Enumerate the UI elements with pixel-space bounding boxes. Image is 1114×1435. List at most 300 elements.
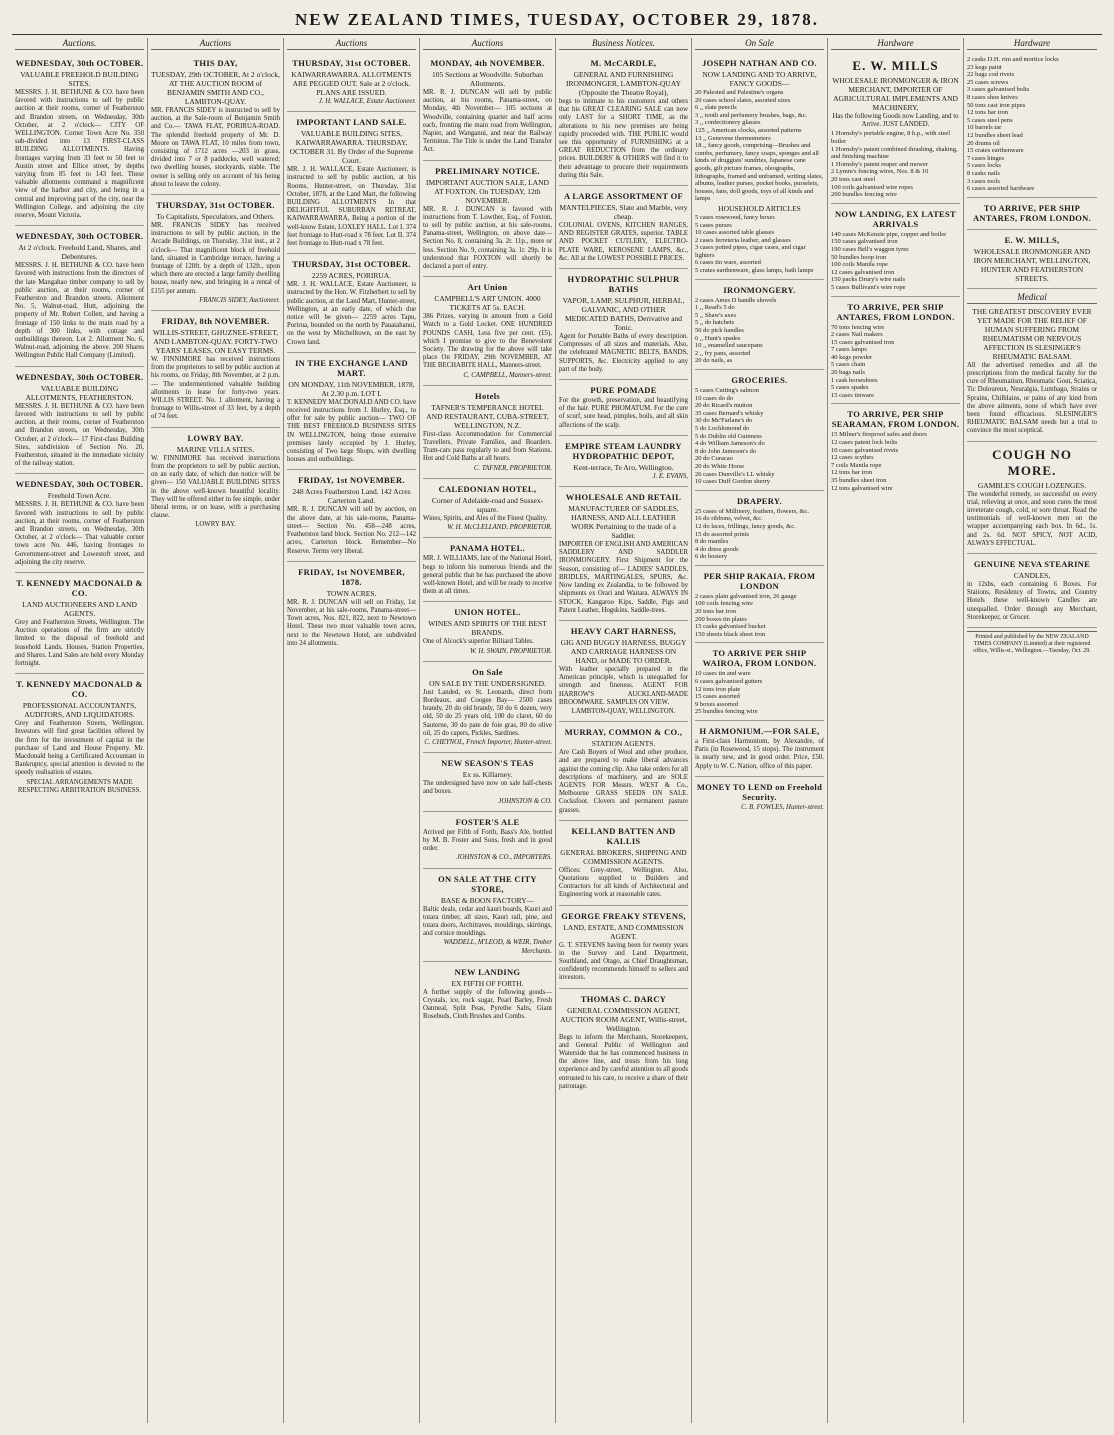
- masthead-rule: [12, 34, 1102, 35]
- list-item: 2 casks D.H. rim and mortice locks: [967, 56, 1059, 63]
- advert-title: NEW LANDING: [454, 966, 521, 977]
- advert-title: HYDROPATHIC SULPHUR BATHS: [567, 274, 680, 295]
- advert: [559, 186, 688, 269]
- advert: [559, 906, 688, 989]
- list-item: 20 cases school slates, assorted sizes: [695, 96, 791, 104]
- list-item: 200 bundles fencing wire: [831, 191, 897, 199]
- advert-subtitle: Ex ss. Killarney.: [462, 770, 513, 780]
- advert-title: CALEDONIAN HOTEL,: [438, 483, 537, 494]
- advert-signature: JOHNSTON & CO., IMPORTERS.: [456, 854, 552, 862]
- list-item: 5 cases chain: [831, 361, 866, 369]
- advert-subtitle: LAND AUCTIONEERS AND LAND AGENTS.: [22, 599, 137, 618]
- list-item: 6 do hosiery: [695, 553, 728, 561]
- advert-subtitle: Corner of Adelaide-road and Sussex-square.: [431, 495, 544, 514]
- list-item: 140 cases McKenzie pipe, copper and boiler: [831, 230, 947, 238]
- advert-signature: FRANCIS SIDEY, Auctioneer.: [199, 296, 280, 304]
- advert-signature: JOHNSTON & CO.: [498, 797, 552, 805]
- list-item: 12 cases scythes: [831, 454, 874, 462]
- list-item: 5 do Lochlomond do: [695, 424, 750, 432]
- advert: [559, 53, 688, 186]
- list-item: 25 cases screws: [967, 78, 1009, 86]
- list-item: 5 ,, do hatchets: [695, 319, 735, 327]
- list-item: 15 do assorted prints: [695, 530, 749, 538]
- goods-list: [695, 670, 824, 716]
- list-item: 70 tons fencing wire: [831, 323, 885, 331]
- advert-title: THURSDAY, 31st OCTOBER.: [292, 58, 411, 68]
- list-item: 5 cases purses: [695, 221, 732, 229]
- advert-body: With leather specially prepared in the American principle, which is unequalled for strength and fineness. AGENT FOR HARROW'S AUCKLAND-MADE BROOMWARE. SAMPLES ON VIEW.: [559, 665, 688, 706]
- advert-body: W. FINNIMORE has received instructions from the proprietors to sell by public auction, on an early date, of which due notice will be given— 150 VALUABLE BUILDING SITES in the above well-known beautiful locality. They will be offered either in fee simple, under liberal terms, or on lease, with a purchasing clause.: [151, 454, 280, 520]
- advert-body: MR. J. H. WALLACE, Estate Auctioneer, is instructed by the Hon. W. Fitzherbert to sell by public auction, at the Land Mart, Hunter-street, Wellington, at an early date, of which due notice will be given— 2259 acres Tapu, Porirua, bounded on the north by Pauatahanui, on the west by Mitchelltown, on the east by Crown land.: [287, 281, 416, 346]
- column-3: [284, 38, 420, 1423]
- list-item: 10 barrels tar: [967, 124, 1002, 132]
- list-item: 1 ,, Read's 5 do: [695, 304, 735, 312]
- advert: [967, 554, 1097, 628]
- advert-subtitle: MANUFACTURER OF SADDLES, HARNESS, AND ALL LEATHER WORK Pertaining to the trade of a Saddler.: [568, 504, 679, 541]
- list-item: 7 coils Manila rope: [831, 461, 882, 469]
- advert: [151, 53, 280, 195]
- advert-subtitle: GENERAL COMMISSION AGENT, AUCTION ROOM AGENT, Willis-street, Wellington.: [560, 1005, 687, 1033]
- list-item: 5 cases rosewood, fancy boxes: [695, 213, 775, 221]
- list-item: 125 ,, American clocks, assorted patterns: [695, 126, 802, 134]
- advert: [15, 226, 144, 366]
- advert-subtitle: WHOLESALE IRONMONGER & IRON MERCHANT, IMPORTER OF AGRICULTURAL IMPLEMENTS AND MACHINERY,: [832, 76, 959, 112]
- advert: [423, 962, 552, 1027]
- advert: [287, 254, 416, 353]
- advert-title: Hotels: [475, 390, 500, 401]
- advert: [423, 479, 552, 538]
- goods-list: [831, 231, 960, 292]
- advert-title: A LARGE ASSORTMENT OF: [564, 191, 683, 202]
- list-item: 10 cases Duff Gordon sherry: [695, 478, 770, 486]
- column-4: [420, 38, 556, 1423]
- section-heading: Medical: [967, 292, 1097, 304]
- advert-body: MESSRS. J. H. BETHUNE & CO. have been favored with instructions to sell by public auction, at their rooms, corner of Featherston and Brandon streets, on Wednesday, 30th October, at 2 o'clock— That valuable corner town acre No. 446, having frontages to Government-street and Lowestoft street, and adjoining the city reserve.: [15, 501, 144, 566]
- advert-title: WHOLESALE AND RETAIL: [565, 492, 682, 503]
- list-item: 25 bundles fencing wire: [695, 708, 758, 716]
- list-item: 9 boxes assorted: [695, 700, 738, 708]
- advert: [967, 289, 1097, 442]
- advert-body: The undersigned have now on sale half-chests and boxes.: [423, 780, 552, 796]
- advert-title: NOW LANDING, EX LATEST ARRIVALS: [834, 208, 957, 229]
- column-5: [556, 38, 692, 1423]
- goods-list: [695, 593, 824, 639]
- list-item: 3 ,, confectionery glasses: [695, 119, 761, 127]
- advert: [695, 370, 824, 491]
- list-item: 100 coils fencing wire: [695, 600, 753, 608]
- advert-title: E. W. MILLS,: [1004, 234, 1060, 245]
- advert-title: THURSDAY, 31st OCTOBER.: [156, 200, 275, 211]
- list-item: 5 cases Bullivant's wire rope: [831, 283, 906, 291]
- advert-title: PANAMA HOTEL.: [449, 543, 526, 554]
- advert-subtitle: LAND, ESTATE, AND COMMISSION AGENT.: [563, 922, 684, 941]
- list-item: 50 bundles hoop iron: [831, 253, 887, 261]
- list-item: 7 cases lamps: [831, 346, 867, 354]
- advert-body: MR. R. J. DUNCAN will sell by auction, on the above date, at his sale-rooms, Panama-street— Section No. 458—248 acres, Featherston land block. Section No. 212—142 acres, Carterton block. Remember—No Reserve. Terms very liberal.: [287, 506, 416, 555]
- advert-body: Grey and Featherston Streets, Wellington. Investors will find great facilities offered by the firm for the investment of capital in the purchase of Land and House Property. Mr. Macdonald being a Certificated Accountant in Bankruptcy, special attention is devoted to the speedy realisation of estates.: [15, 720, 144, 777]
- advert-subtitle: GIG AND BUGGY HARNESS, BUGGY AND CARRIAGE HARNESS ON HAND, or MADE TO ORDER.: [560, 637, 687, 665]
- advert-body: First-class Accommodation for Commercial Travellers, Private Families, and Boarders. Tram-cars pass regularly to and from Stations. Hot and Cold Baths at all hours.: [423, 430, 552, 463]
- advert: [559, 487, 688, 621]
- list-item: 6 cases tin ware, assorted: [695, 259, 761, 267]
- advert: [15, 367, 144, 475]
- advert: [831, 297, 960, 405]
- list-item: 50 do pick handles: [695, 327, 744, 335]
- advert-subtitle: 105 Sections at Woodville. Suburban Allotments.: [431, 70, 544, 88]
- list-item: 150 packs Drury's wire nails: [831, 276, 906, 284]
- advert: [559, 436, 688, 487]
- list-item: 150 sheets black sheet iron: [695, 630, 766, 638]
- column-2: [148, 38, 284, 1423]
- advert-title: PURE POMADE: [590, 385, 657, 396]
- column-heading: Auctions: [151, 38, 280, 50]
- advert-title: MONEY TO LEND on Freehold Security.: [696, 781, 823, 802]
- advert-signature: SPECIAL ARRANGEMENTS MADE RESPECTING ARBITRATION BUSINESS.: [17, 778, 142, 794]
- advert: [695, 491, 824, 566]
- list-item: 15 cases galvanised iron: [831, 338, 895, 346]
- advert-subtitle: GENERAL BROKERS, SHIPPING AND COMMISSION AGENTS.: [560, 847, 687, 866]
- advert-body: G. T. STEVENS having been for twenty years in the Survey and Land Department, Southland, and Otago, as Chief Draughtsman, confidently recommends himself to sellers and investors.: [559, 941, 688, 982]
- list-item: 40 kegs powder: [831, 353, 873, 361]
- list-item: 5 ,, Shaw's axes: [695, 311, 737, 319]
- advert-subtitle: 248 Acres Featherston Land. 142 Acres Carterton Land.: [292, 487, 411, 506]
- advert: [559, 821, 688, 906]
- advert: [695, 721, 824, 777]
- advert: [559, 722, 688, 821]
- advert-subtitle: GENERAL AND FURNISHING IRONMONGER, LAMBTON-QUAY (Opposite the Theatre Royal),: [565, 70, 681, 97]
- list-item: 8 casks nails: [967, 169, 1000, 177]
- list-item: 1 cask horseshoes: [831, 376, 878, 384]
- advert-subtitle: To Capitalists, Speculators, and Others.: [156, 212, 275, 222]
- list-item: 20 do nails, as: [695, 357, 733, 365]
- advert-subtitle: PROFESSIONAL ACCOUNTANTS, AUDITORS, AND LIQUIDATORS.: [22, 701, 137, 720]
- advert: [831, 53, 960, 204]
- advert-subtitle: TAFNER'S TEMPERANCE HOTEL AND RESTAURANT, CUBA-STREET, WELLINGTON, N.Z.: [426, 402, 549, 430]
- advert-subtitle: VALUABLE FREEHOLD BUILDING SITES.: [20, 70, 139, 88]
- advert-title: COUGH NO MORE.: [992, 446, 1072, 478]
- advert: [967, 230, 1097, 289]
- advert-title: TO ARRIVE, PER SHIP SEARAMAN, FROM LONDON.: [831, 409, 960, 430]
- column-heading: Auctions: [423, 38, 552, 50]
- advert-signature: C. CAMPBELL, Manners-street.: [463, 371, 552, 379]
- advert-body: Just Landed, ex St. Leonards, direct from Bordeaux, and Coogee Bay— 2500 cases brandy, 20 do old brandy, 50 do 6 dozen, very old, 50 do 25 years old, 100 do claret, 60 do Sauterne, 30 do pate de foie gras, 80 do olive oil, 25 do capers, Pickles, Sardines.: [423, 688, 552, 737]
- list-item: 10 cases tin and ware: [695, 670, 751, 678]
- list-item: 1 Hornsby's patent reaper and mower: [831, 160, 929, 168]
- advert-body: begs to intimate to his customers and others that his GREAT CLEARING SALE can now only LAST for a SHORT TIME, as the alterations to his new premises are being rapidly proceeded with. THE PUBLIC would see this opportunity of FURNISHING at a GREAT REDUCTION from the ordinary prices. BUILDERS' & OTHERS will find it to their advantage to procure their requirements during this Sale.: [559, 98, 688, 179]
- advert-title: FRIDAY, 1st NOVEMBER, 1878.: [298, 566, 405, 587]
- list-item: 150 cases galvanised iron: [831, 238, 898, 246]
- advert-title: UNION HOTEL.: [454, 607, 521, 618]
- advert-signature: LAMBTON-QUAY, WELLINGTON.: [571, 707, 676, 715]
- advert-body: MR. R. J. DUNCAN is favored with instructions from T. Lowther, Esq., of Foxton, to sell by public auction, at his sale-rooms, Panama-street, Wellington, on above date— Section No. 8, containing 3a. 2r. 11p., more or less. Section No. 9, containing 3a. 1r. 29p. It is understood that FOXTON will shortly be declared a port of entry.: [423, 205, 552, 271]
- advert-body: Arrived per Fifth of Forth, Bass's Ale, bottled by M. B. Foster and Sons, fresh and in good order.: [423, 828, 552, 853]
- advert: [423, 53, 552, 161]
- list-item: 2 cases Ames D handle shovels: [695, 296, 777, 304]
- advert-subtitle: VAPOR, LAMP, SULPHUR, HERBAL, GALVANIC, AND OTHER MEDICATED BATHS, Derivative and Tonic.: [562, 296, 685, 333]
- list-item: 5 cases locks: [967, 162, 1001, 170]
- advert-subtitle: EX FIFTH OF FORTH.: [451, 978, 524, 988]
- advert: [423, 812, 552, 869]
- list-item: 6 ,, slate pencils: [695, 104, 737, 112]
- goods-list: [831, 130, 960, 198]
- advert: [967, 53, 1097, 198]
- advert-title: WEDNESDAY, 30th OCTOBER.: [15, 479, 144, 490]
- advert-body: MR. FRANCIS SIDEY is instructed to sell by auction, at the Sale-room of Benjamin Smith and Co.— TAWA FLAT, PORIRUA-ROAD. The splendid freehold property of Mr. D. Moore on TAWA FLAT, 10 miles from town, consisting of 1712 acres —203 in grass, divided into 7 or 8 paddocks, well watered; two dwelling houses, stockyards, stable. The owner is selling only on account of his being about to leave the colony.: [151, 107, 280, 188]
- advert-title: WEDNESDAY, 30th OCTOBER.: [15, 58, 144, 68]
- list-item: 18 ,, fancy goods, comprising—Brushes and combs, perfumery, fancy soaps, sponges and all kinds of druggists' sundries, Japanese cane goods, gilt picture frames, oleographs, lithographs, framed and unframed, writing slates, albums, leather purses, pocket books, purselets, houses, fans, doll goods, toys of all kinds and lamps: [695, 142, 824, 203]
- advert-title: FRIDAY, 1st NOVEMBER.: [298, 475, 405, 486]
- list-item: 50 tons cast iron pipes: [967, 101, 1026, 109]
- masthead-title: NEW ZEALAND TIMES, TUESDAY, OCTOBER 29, 1878.: [295, 10, 819, 29]
- advert-subtitle: BASE & BOON FACTORY—: [440, 895, 535, 905]
- advert-subtitle: WINES AND SPIRITS OF THE BEST BRANDS.: [428, 619, 547, 638]
- list-item: 35 bundles sheet iron: [831, 477, 887, 484]
- advert-title: T. KENNEDY MACDONALD & CO.: [16, 577, 143, 598]
- advert-title: KELLAND BATTEN AND KALLIS: [571, 825, 676, 846]
- list-item: 12 do laces, frillings, fancy goods, &c.: [695, 522, 796, 530]
- advert-body: in 12sbs, each containing 6 Boxes. For Stations, Residency of Towns, and Country Hotels these well-known Candles are unequalled. Order through any Merchant, Storekeeper, or Grocer.: [967, 580, 1097, 621]
- advert-signature: C. TAFNER, PROPRIETOR.: [473, 464, 552, 472]
- list-item: 30 do Mc'Farlane's do: [695, 417, 753, 425]
- advert-subtitle: At 2 o'clock. Freehold Land, Shares, and Debentures.: [18, 243, 141, 262]
- advert: [559, 989, 688, 1096]
- advert: [559, 621, 688, 722]
- goods-list: [831, 324, 960, 400]
- advert: [15, 573, 144, 674]
- list-item: 6 cases galvanised gutters: [695, 678, 763, 686]
- advert-title: E. W. MILLS: [852, 58, 939, 73]
- advert: [559, 380, 688, 436]
- list-item: 10 cases do do: [695, 394, 734, 402]
- advert: [287, 112, 416, 254]
- advert-subtitle: KAIWARRAWARRA. ALLOTMENTS ARE PEGGED OUT. Sale at 2 o'clock. PLANS ARE ISSUED.: [291, 70, 412, 97]
- advert-subtitle: CANDLES,: [1013, 570, 1051, 580]
- list-item: 12 cases patent lock bolts: [831, 439, 898, 447]
- goods-list: [695, 387, 824, 486]
- column-heading: Business Notices.: [559, 38, 688, 50]
- list-item: 12 tons iron plate: [695, 685, 741, 693]
- advert: [423, 602, 552, 661]
- list-item: 1 Hornsby's portable engine, 8 h.p., with steel boiler: [831, 130, 951, 145]
- advert-title: DRAPERY.: [737, 495, 782, 506]
- advert: [423, 869, 552, 962]
- advert: [287, 53, 416, 112]
- list-item: 26 cases Dunville's LL whisky: [695, 470, 775, 478]
- list-item: 100 coils Manila rope: [831, 261, 888, 269]
- list-item: 12 bundles sheet lead: [967, 131, 1023, 139]
- columns: [12, 38, 1102, 1423]
- advert-body: The wonderful remedy, so successful on every trial, relieving at once, and soon cures the most inveterate cough, cold, or sore throat. Read the testimonials of well-known men on the wrapper accompanying each box. In 6d., 1s. and 2s. 6d. NOT SPICY, NOT ACID, ALWAYS EFFECTUAL.: [967, 490, 1097, 547]
- column-heading: Hardware: [831, 38, 960, 50]
- list-item: 23 kegs paint: [967, 63, 1002, 71]
- advert-subtitle: 2259 ACRES, PORIRUA.: [311, 271, 392, 281]
- advert: [287, 353, 416, 471]
- advert-body: MESSRS. J. H. BETHUNE & CO. have been favored with instructions from the directors of the late Mangahao timber company to sell by public auction, at their rooms, corner of Featherston and Brandon streets. Allotment No. 5, Walnut-road, Hutt, adjoining the property of Mr. Robert Collett, and having a frontage of 150 links to the main road by a depth of 300 links, with cottage and outbuildings thereon. Lot 2. Allotment No. 6, Walnut-road, adjoining the above. 200 Shares Wellington Public Hall Company (Limited).: [15, 262, 144, 360]
- list-item: 3 ,, tooth and perfumery brushes, bags, &c.: [695, 111, 808, 119]
- advert-title: LOWRY BAY.: [187, 432, 244, 443]
- column-7: [828, 38, 964, 1423]
- advert: [423, 161, 552, 278]
- imprint: Printed and published by the NEW ZEALAND TIMES COMPANY (Limited) at their registered office, Willis-st., Wellington.—Tuesday, Oct. 29.: [967, 631, 1097, 655]
- advert-title: FRIDAY, 8th NOVEMBER.: [161, 316, 270, 327]
- advert-title: NEW SEASON'S TEAS: [441, 758, 534, 769]
- list-item: 8 do John Jameson's do: [695, 447, 757, 455]
- advert-title: Art Union: [467, 282, 508, 293]
- advert-subtitle: TUESDAY, 29th OCTOBER, At 2 o'clock, AT THE AUCTION ROOM of BENJAMIN SMITH AND CO., LAMBTON-QUAY.: [151, 70, 280, 106]
- list-item: 25 cases of Millinery, feathers, flowers, &c.: [695, 507, 810, 515]
- advert-title: TO ARRIVE, PER SHIP ANTARES, FROM LONDON.: [836, 301, 955, 322]
- advert-subtitle: NOW LANDING AND TO ARRIVE, FANCY GOODS—: [702, 70, 817, 88]
- list-item: 20 tons bar iron: [695, 608, 736, 616]
- advert-signature: W. H. SWAIN, PROPRIETOR.: [469, 647, 552, 655]
- list-item: 2 cases Nail makers: [831, 331, 883, 339]
- advert-signature: LOWRY BAY.: [195, 521, 236, 529]
- advert-subtitle: GAMBLE'S COUGH LOZENGES.: [977, 480, 1087, 490]
- list-item: 20 do Curacao: [695, 455, 733, 463]
- advert-title: THIS DAY,: [193, 58, 238, 68]
- advert: [967, 198, 1097, 230]
- list-item: 200 boxes tin plates: [695, 615, 747, 623]
- advert-title: GEORGE FREAKY STEVENS,: [561, 910, 686, 921]
- advert-subtitle: VALUABLE BUILDING ALLOTMENTS, FEATHERSTON.: [25, 383, 134, 402]
- list-item: 5 cases steel pens: [967, 116, 1013, 124]
- advert: [423, 662, 552, 753]
- advert-body: W. FINNIMORE has received instructions from the proprietors to sell by public auction at his rooms, on Friday, 8th November, at 2 p.m.— The undermentioned valuable building allotments in lease for forty-two years. WILLIS STREET. No. 1 allotment, having a frontage to Willis-street of 33 feet, by a depth of 74 feet.: [151, 356, 280, 421]
- advert-body: Baltic deals, cedar and kauri boards, Kauri and totara timber, all sizes, Kauri rail, pine, and totara doors, Architraves, mouldings, skirtings, and cornice mouldings.: [423, 905, 552, 938]
- advert: [695, 643, 824, 721]
- advert-body: T. KENNEDY MACDONALD AND CO. have received instructions from J. Hurley, Esq., to offer for sale by public auction— TWO OF THE BEST FREEHOLD BUSINESS SITES IN WELLINGTON, being those extensive premises lately occupied by J. Hurley, consisting of Two large Shops, with dwelling houses and outbuildings.: [287, 398, 416, 464]
- advert-title: THOMAS C. DARCY: [580, 993, 667, 1004]
- list-item: 5 crates earthenware, glass lamps, bath lamps: [695, 267, 814, 275]
- advert: [967, 442, 1097, 554]
- list-item: 20 Palested and Palestine's organs: [695, 89, 784, 96]
- advert: [151, 428, 280, 535]
- advert-body: MR. FRANCIS SIDEY has received instructions to sell by public auction, in the Arcade Buildings, on Thursday, 31st inst., at 2 o'clock— That magnificent block of freehold land, situated in Cambridge terrace, having a frontage of 120ft. by a depth of 132ft., upon which there are erected a large family dwelling house, nearly new, and bringing in a rental of £155 per annum.: [151, 222, 280, 295]
- advert: [15, 674, 144, 800]
- list-item: 20 drums oil: [967, 139, 1000, 147]
- advert-body: MR. R. J. DUNCAN will sell by public auction, at his rooms, Panama-street, on Monday, 4th November— 105 sections at Woodville, containing quarter and half acres each, fronting the main road from Wellington, Napier, and Wanganui, and near the Railway Terminus. The Title is under the Land Transfer Act.: [423, 89, 552, 154]
- advert-signature: W. H. McCLELLAND, PROPRIETOR.: [447, 524, 552, 532]
- column-heading: Auctions: [287, 38, 416, 50]
- advert-title: TO ARRIVE, PER SHIP ANTARES, FROM LONDON.: [972, 202, 1092, 223]
- advert-signature: J. H. WALLACE, Estate Auctioneer.: [318, 98, 416, 105]
- advert-subtitle: THE GREATEST DISCOVERY EVER YET MADE FOR THE RELIEF OF HUMAN SUFFERING FROM RHEUMATISM OR NERVOUS AFFECTION IS SLESINGER'S RHEUMATIC BALSAM.: [972, 306, 1092, 361]
- advert-subtitle: Kent-terrace, Te Aro, Wellington.: [573, 462, 674, 472]
- advert-body: MESSRS. J. H. BETHUNE & CO. have been favored with instructions to sell by public auction, at their rooms, corner of Featherston and Brandon streets, on Wednesday, 30th October, at 2 o'clock— 17 First-class Building Sites, subdivision of Section No. 20, Featherston, situated in the immediate vicinity of the railway station.: [15, 402, 144, 468]
- goods-list: [831, 431, 960, 492]
- advert-body: A further supply of the following goods— Crystals, ice, rock sugar, Pearl Barley, Fresh Oatmeal, Split Peas, Pyrethe Salts, Giant Rosebuds, Cloth Brushes and Combs.: [423, 988, 552, 1021]
- advert-body: Wines, Spirits, and Ales of the Finest Quality.: [423, 514, 548, 522]
- advert-title: MURRAY, COMMON & CO.,: [564, 727, 683, 738]
- column-6: [692, 38, 828, 1423]
- advert: [287, 562, 416, 653]
- list-item: 22 bags cod rivets: [967, 71, 1015, 79]
- advert-subtitle: IMPORTANT AUCTION SALE, LAND AT FOXTON. On TUESDAY, 12th NOVEMBER.: [426, 177, 549, 205]
- list-item: 5 do Dublin old Guinness: [695, 432, 762, 440]
- list-item: 20 do Ricard's mutton: [695, 402, 753, 410]
- advert-body: COLONIAL OVENS, KITCHEN RANGES, AND REGISTER GRATES, superior. TABLE AND POCKET CUTLERY, ELECTRO-PLATE WARE, KEROSENE LAMPS, &c., &c. All at the LOWEST POSSIBLE PRICES.: [559, 222, 688, 262]
- advert-body: Offices: Grey-street, Wellington. Also, Quotations supplied to Builders and Contractors for all kinds of Architectural and Engineering work at reasonable rates.: [559, 866, 688, 899]
- advert-signature: C. B. FOWLES, Hunter-street.: [741, 803, 824, 811]
- advert-title: IN THE EXCHANGE LAND MART.: [295, 357, 408, 378]
- advert-subtitle: ON MONDAY, 11th NOVEMBER, 1878, At 2.30 p.m. LOT I.: [288, 379, 415, 398]
- list-item: 15 cases assorted: [695, 693, 740, 701]
- advert-title: WEDNESDAY, 30th OCTOBER.: [15, 231, 144, 242]
- advert-subtitle: ON SALE BY THE UNDERSIGNED.: [429, 678, 546, 688]
- advert-title: EMPIRE STEAM LAUNDRY HYDROPATHIC DEPOT,: [565, 440, 682, 461]
- advert-body: Has the following Goods now Landing, and to Arrive. JUST LANDED.: [832, 113, 959, 129]
- advert: [695, 777, 824, 817]
- advert-title: H ARMONIUM.—FOR SALE,: [699, 726, 820, 736]
- advert-body: MR. J. WILLIAMS, late of the National Hotel, begs to inform his numerous friends and the general public that he has purchased the above well-known Hotel, and will be ready to receive them at all times.: [423, 555, 552, 596]
- advert-body: Are Cash Buyers of Wool and other produce, and are prepared to make liberal advances against the coming clip. Also take orders for all descriptions of machinery, and are SOLE AGENTS FOR Messrs. WEST & Co., Melbourne GRASS SEEDS ON SALE. Cocksfoot. Clovers and permanent pasture grasses.: [559, 749, 688, 814]
- advert-title: GROCERIES.: [731, 375, 788, 385]
- list-item: 190 cases Bell's waggon tyres: [831, 245, 909, 253]
- advert: [15, 53, 144, 226]
- advert-subtitle: MARINE VILLA SITES.: [176, 444, 255, 454]
- advert-body: MR. R. J. DUNCAN will sell on Friday, 1st November, at his sale-rooms, Panama-street— Town acres, Nos. 821, 822, next to Newtown Hotel. These two most valuable town acres, next to the Newtown Hotel, are subdivided into 24 allotments.: [287, 598, 416, 647]
- advert-title: THURSDAY, 31st OCTOBER.: [292, 259, 411, 270]
- list-item: 12 cases galvanised iron: [831, 268, 895, 276]
- advert-title: T. KENNEDY MACDONALD & CO.: [16, 679, 143, 700]
- list-item: 15 Milner's fireproof safes and doors: [831, 431, 927, 439]
- list-item: 2 cases ferreteria leather, and glasses: [695, 236, 791, 244]
- advert-title: IRONMONGERY.: [723, 284, 796, 295]
- advert: [831, 204, 960, 297]
- list-item: 35 cases Bernard's whisky: [695, 409, 764, 417]
- list-item: 10 ,, enamelled saucepans: [695, 342, 763, 350]
- advert: [831, 404, 960, 496]
- goods-list: [967, 56, 1097, 193]
- list-item: 12 tons bar iron: [967, 109, 1008, 117]
- list-item: 12 tons bar iron: [831, 469, 872, 477]
- list-item: 4 do William Jameson's do: [695, 440, 765, 448]
- advert-title: MONDAY, 4th NOVEMBER.: [430, 58, 545, 68]
- list-item: 4 do dress goods: [695, 545, 739, 553]
- list-item: 15 casks galvanised bucket: [695, 623, 766, 631]
- advert-title: TO ARRIVE PER SHIP WAIROA, FROM LONDON.: [702, 648, 817, 669]
- goods-list: [695, 297, 824, 365]
- list-item: 2 Lymm's fencing wires, Nos. 8 & 10: [831, 168, 929, 176]
- advert-title: FOSTER'S ALE: [455, 816, 520, 827]
- advert-subtitle: HOUSEHOLD ARTICLES: [718, 203, 801, 213]
- list-item: 15 cases tinware: [831, 391, 874, 399]
- advert-title: JOSEPH NATHAN AND CO.: [702, 58, 817, 68]
- list-item: 5 cases spades: [831, 384, 869, 392]
- advert: [695, 280, 824, 370]
- advert: [695, 53, 824, 280]
- advert-body: MR. J. H. WALLACE, Estate Auctioneer, is instructed to sell by public auction, at his Rooms, Hunter-street, on Thursday, 31st October, 1878, at the Land Mart, the following BUILDING ALLOTMENTS In that DELIGHTFUL SUBURBAN RETREAT, KAIWARRAWARRA, Being a portion of the well-know Estate, LOXLEY HALL. Lot I. 374 feet frontage to Hutt-road x 78 feet. Lot II. 374 feet frontage to Hutt-road x 78 feet.: [287, 166, 416, 248]
- column-heading: Hardware: [967, 38, 1097, 50]
- advert: [423, 538, 552, 602]
- advert-subtitle: VALUABLE BUILDING SITES, KAIWARRAWARRA. THURSDAY, OCTOBER 31. By Order of the Supreme Court.: [289, 129, 414, 166]
- list-item: 1 Hornsby's patent combined thrashing, shaking, and finishing machine: [831, 145, 958, 161]
- advert: [559, 269, 688, 380]
- advert-title: On Sale: [472, 666, 503, 677]
- advert-subtitle: CAMPBELL'S ART UNION. 4000 TICKETS AT 5s. EACH.: [434, 294, 541, 313]
- column-heading: On Sale: [695, 38, 824, 50]
- list-item: 20 bags nails: [831, 369, 865, 377]
- goods-list: [695, 89, 824, 203]
- advert-body: Agent for Portable Baths of every description. Compresses of all sizes and materials. Also, the celebrated MAGNETIC BELTS, BANDS, SUPPORTS, &c. Electricity applied to any part of the body.: [559, 333, 688, 373]
- advert-subtitle: WILLIS-STREET, GHUZNEE-STREET, AND LAMBTON-QUAY. FORTY-TWO YEARS' LEASES, ON EASY TERMS.: [152, 328, 279, 356]
- advert: [151, 195, 280, 311]
- advert: [695, 566, 824, 644]
- advert-body: Grey and Featherston Streets, Wellington. The Auction operations of the firm are strictly limited to the disposal of freehold and leasehold Lands, Houses, Station Properties, and Shares. Land Sales are held every Monday fortnight.: [15, 618, 144, 667]
- advert-body: MESSRS. J. H. BETHUNE & CO. have been favored with instructions to sell by public auction at their rooms, corner of Featherston and Brandon streets, on Wednesday, 30th October, at 2 o'clock— CITY OF WELLINGTON. Corner Town Acre No. 350 sub-divided into 13 FIRST-CLASS BUILDING ALLOTMENTS. Having frontages varying from 33 feet to 50 feet to Austin street and Ellice street, by depths varying from 85 feet to 143 feet. These valuable allotments command a magnificent view of the harbor and city, and being in a central and improving part of the city, near the Wellington College, and adjoining the city reserve, Mount Victoria.: [15, 89, 144, 220]
- advert-body: 386 Prizes, varying in amount from a Gold Watch to a Gold Locket. ONE HUNDRED POUNDS CASH, Less five per cent. (£5), which I promise to give to the Benevolent Society. The drawing for the above will take place On FRIDAY, 29th NOVEMBER, AT THE BECHABITE HALL, Manners-street.: [423, 313, 552, 370]
- advert-title: HEAVY CART HARNESS,: [570, 625, 677, 636]
